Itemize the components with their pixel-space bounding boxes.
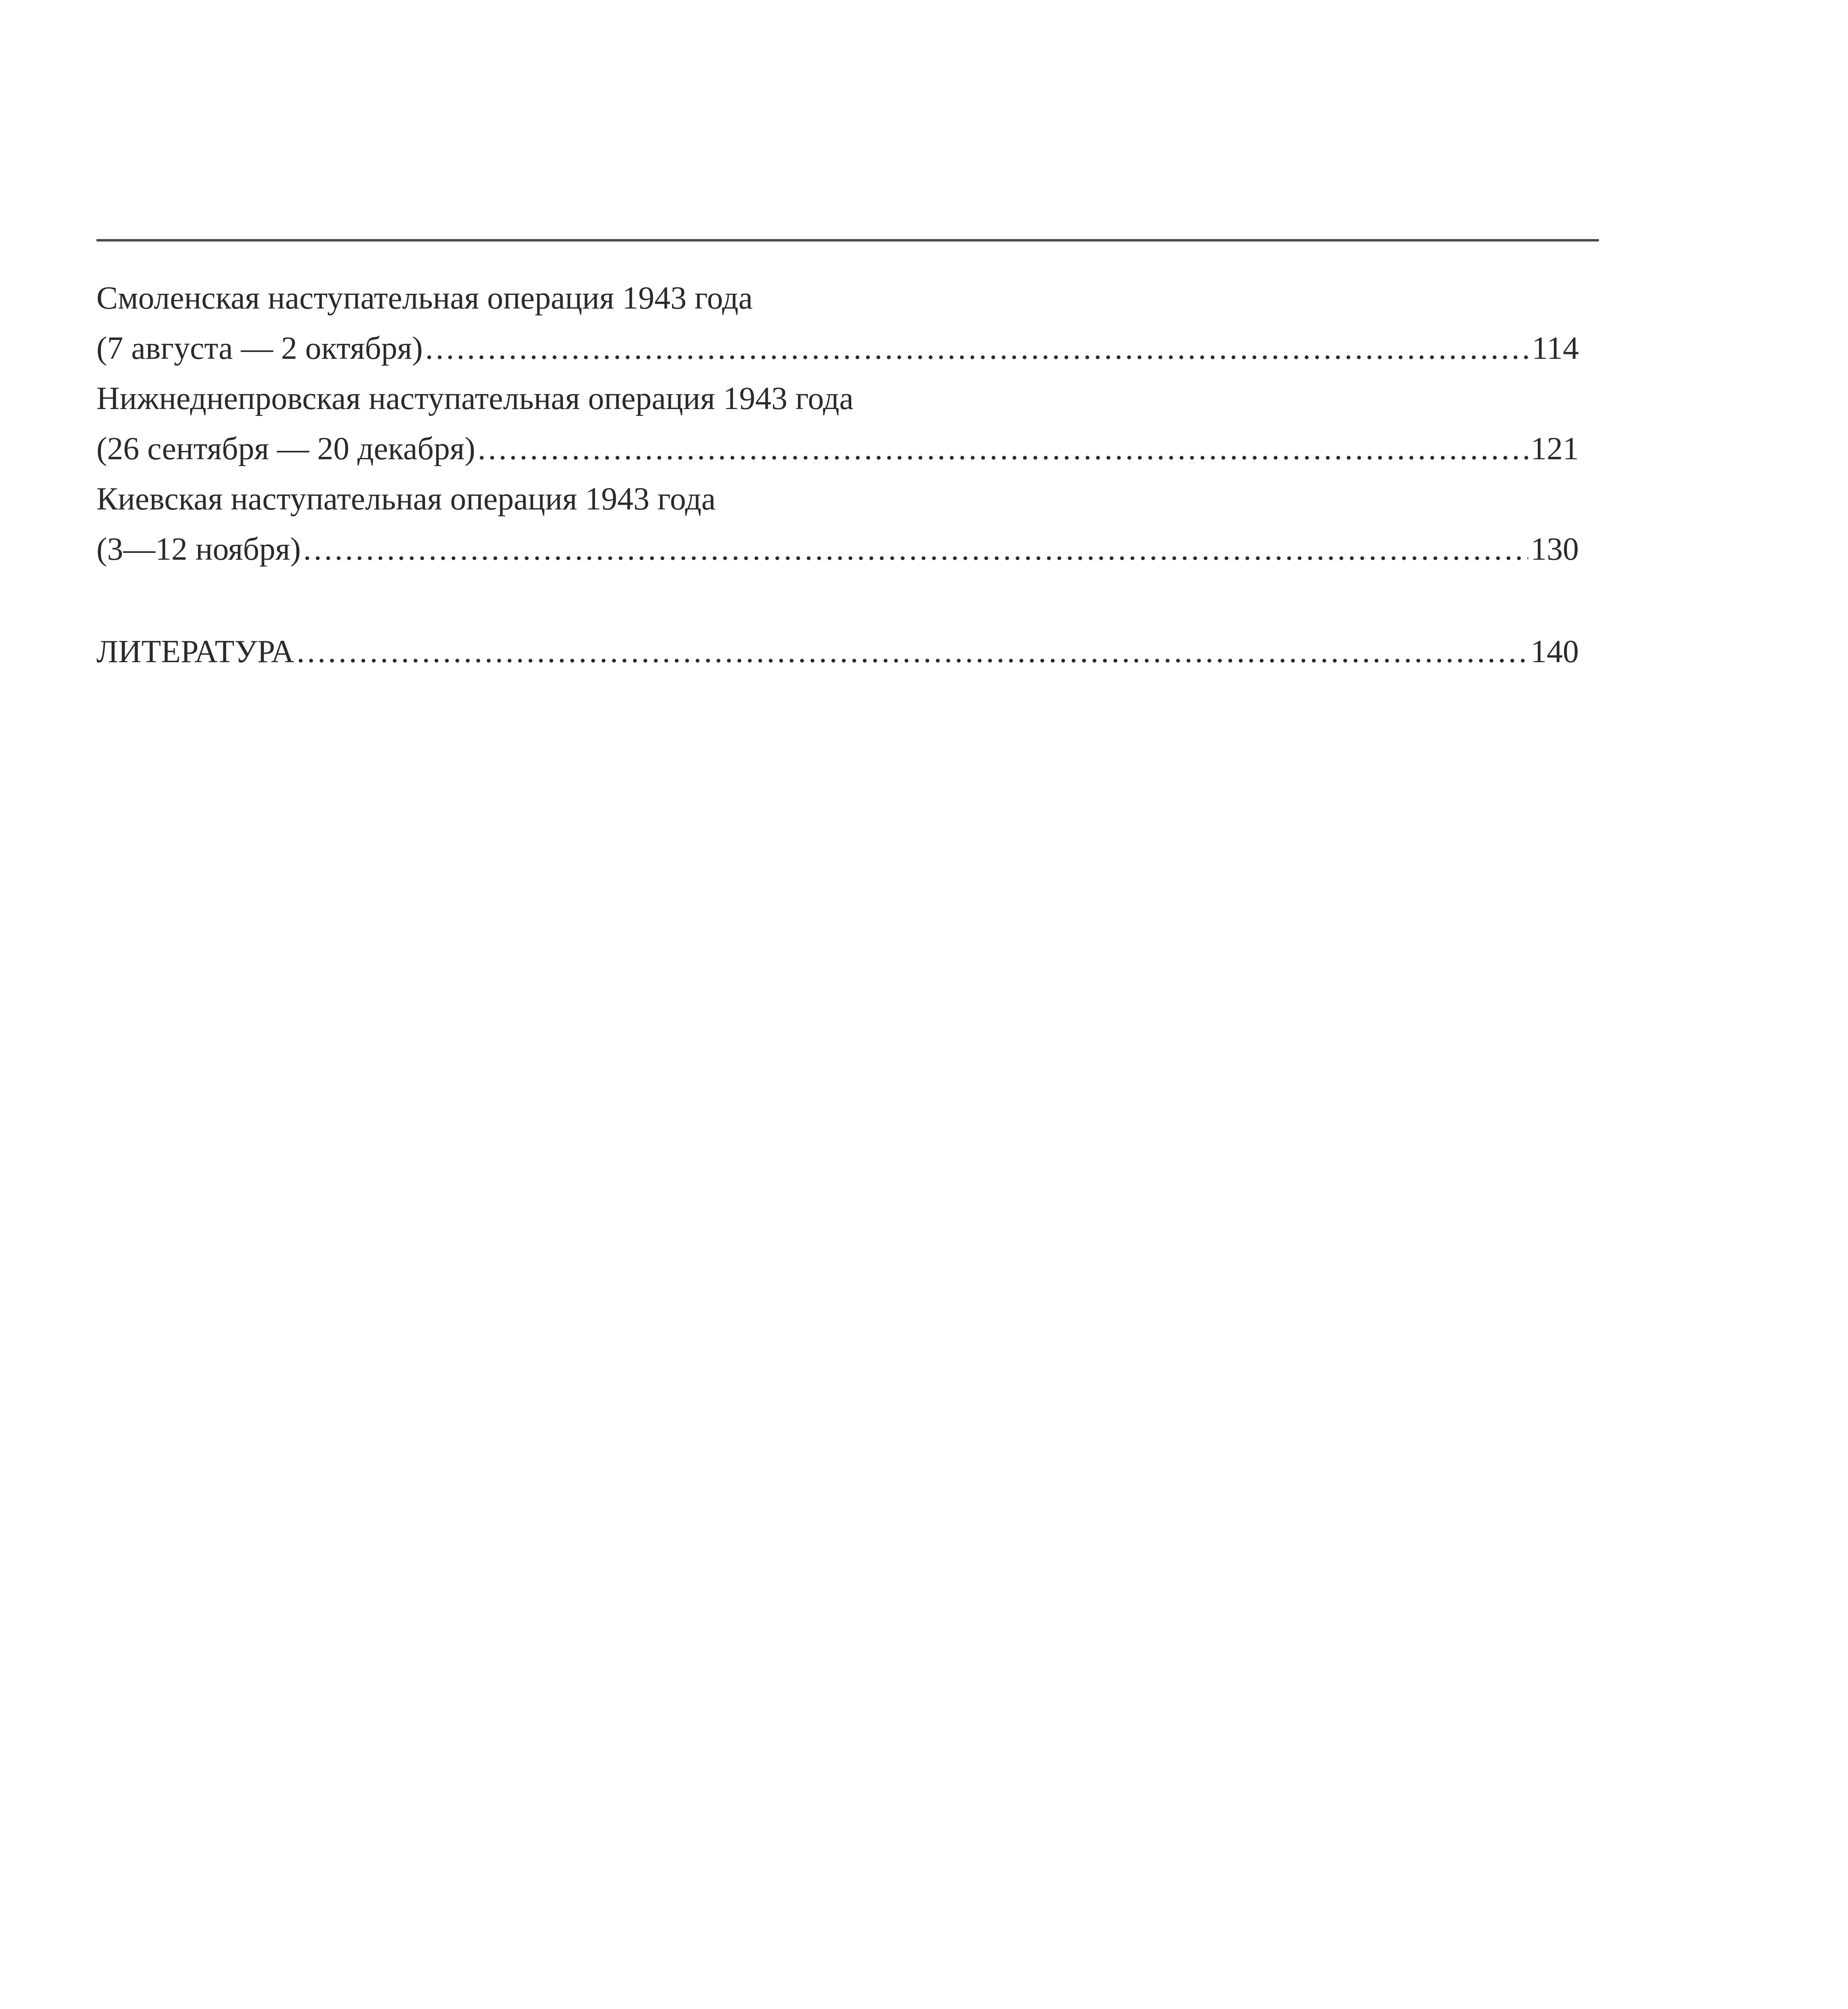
toc-entry-smolensk [96,273,1579,374]
toc-entry-title: Смоленская наступательная операция 1943 года [96,280,753,316]
table-of-contents [96,273,1579,677]
section-spacer [96,575,1579,627]
dot-leader [303,524,1528,575]
toc-entry-title: Киевская наступательная операция 1943 года [96,481,716,517]
dot-leader [478,424,1528,474]
toc-entry-dates: (3—12 ноября) [96,532,301,567]
toc-entry-lower-dnieper [96,374,1579,474]
toc-entry-line [96,524,1579,575]
toc-page-number: 140 [1531,634,1579,669]
toc-entry-title: Нижнеднепровская наступательная операция 1943 года [96,381,854,416]
literature-label: ЛИТЕРАТУРА [96,634,294,669]
toc-page-number: 114 [1531,331,1579,366]
toc-entry-literature [96,627,1579,677]
toc-page-number: 130 [1531,532,1579,567]
toc-entry-dates: (26 сентября — 20 декабря) [96,431,476,466]
header-rule [96,239,1599,241]
dot-leader [425,323,1529,374]
toc-entry-dates: (7 августа — 2 октября) [96,331,423,366]
toc-page-number: 121 [1531,431,1579,466]
toc-entry-kiev [96,474,1579,575]
toc-entry-line [96,424,1579,474]
toc-entry-line [96,323,1579,374]
dot-leader [296,627,1528,677]
